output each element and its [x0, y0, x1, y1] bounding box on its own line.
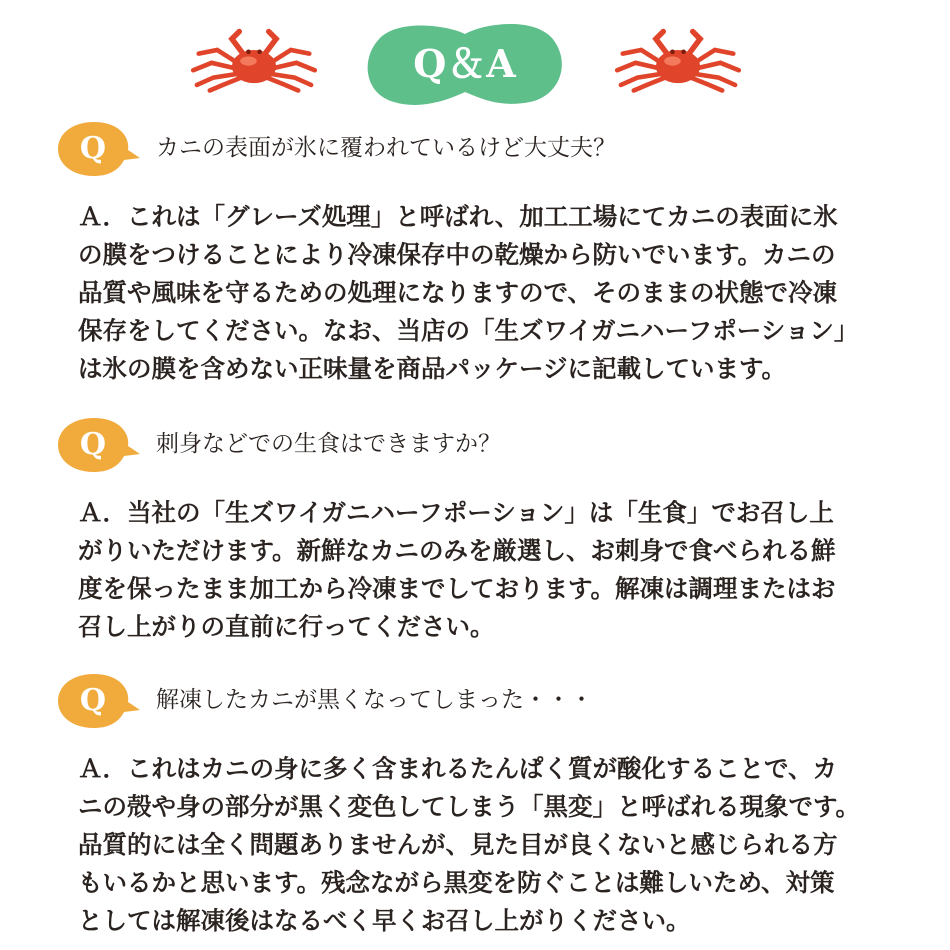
answer-line: は氷の膜を含めない正味量を商品パッケージに記載しています。	[78, 354, 787, 383]
answer-line: Ａ．これは「グレーズ処理」と呼ばれ、加工工場にてカニの表面に氷	[78, 202, 838, 231]
question-row	[0, 672, 950, 728]
q-letter: Q	[79, 130, 107, 166]
qa-item	[0, 672, 950, 935]
question-text: カニの表面が氷に覆われているけど大丈夫？	[156, 135, 616, 161]
crab-icon	[184, 26, 324, 96]
q-letter: Q	[79, 426, 107, 462]
answer-text	[78, 750, 928, 940]
answer-line: 保存をしてください。なお、当店の「生ズワイガニハーフポーション」	[78, 316, 859, 345]
question-text: 解凍したカニが黒くなってしまった・・・	[156, 687, 593, 713]
answer-line: 召し上がりの直前に行ってください。	[78, 612, 495, 641]
answer-line: 度を保ったまま加工から冷凍までしております。解凍は調理またはお	[78, 574, 836, 603]
qa-item	[0, 120, 950, 383]
answer-line: ニの殻や身の部分が黒く変色してしまう「黒変」と呼ばれる現象です。	[78, 792, 861, 821]
qa-header	[0, 0, 950, 110]
answer-line: Ａ．当社の「生ズワイガニハーフポーション」は「生食」でお召し上	[78, 498, 834, 527]
question-row	[0, 416, 950, 472]
answer-line: 品質や風味を守るための処理になりますので、そのままの状態で冷凍	[78, 278, 838, 307]
answer-line: 品質的には全く問題ありませんが、見た目が良くないと感じられる方	[78, 830, 838, 859]
answer-line: の膜をつけることにより冷凍保存中の乾燥から防いでいます。カニの	[78, 240, 836, 269]
crab-icon	[608, 26, 748, 96]
question-row	[0, 120, 950, 176]
answer-line: もいるかと思います。残念ながら黒変を防ぐことは難しいため、対策	[78, 868, 835, 897]
qa-item	[0, 416, 950, 641]
answer-text	[78, 494, 928, 646]
answer-line: がりいただけます。新鮮なカニのみを厳選し、お刺身で食べられる鮮	[78, 536, 836, 565]
q-letter: Q	[79, 682, 107, 718]
answer-text	[78, 198, 928, 388]
question-text: 刺身などでの生食はできますか？	[156, 431, 501, 457]
answer-line: としては解凍後はなるべく早くお召し上がりください。	[78, 906, 691, 935]
answer-line: Ａ．これはカニの身に多く含まれるたんぱく質が酸化することで、カ	[78, 754, 838, 783]
page-title: Q＆A	[413, 40, 517, 86]
